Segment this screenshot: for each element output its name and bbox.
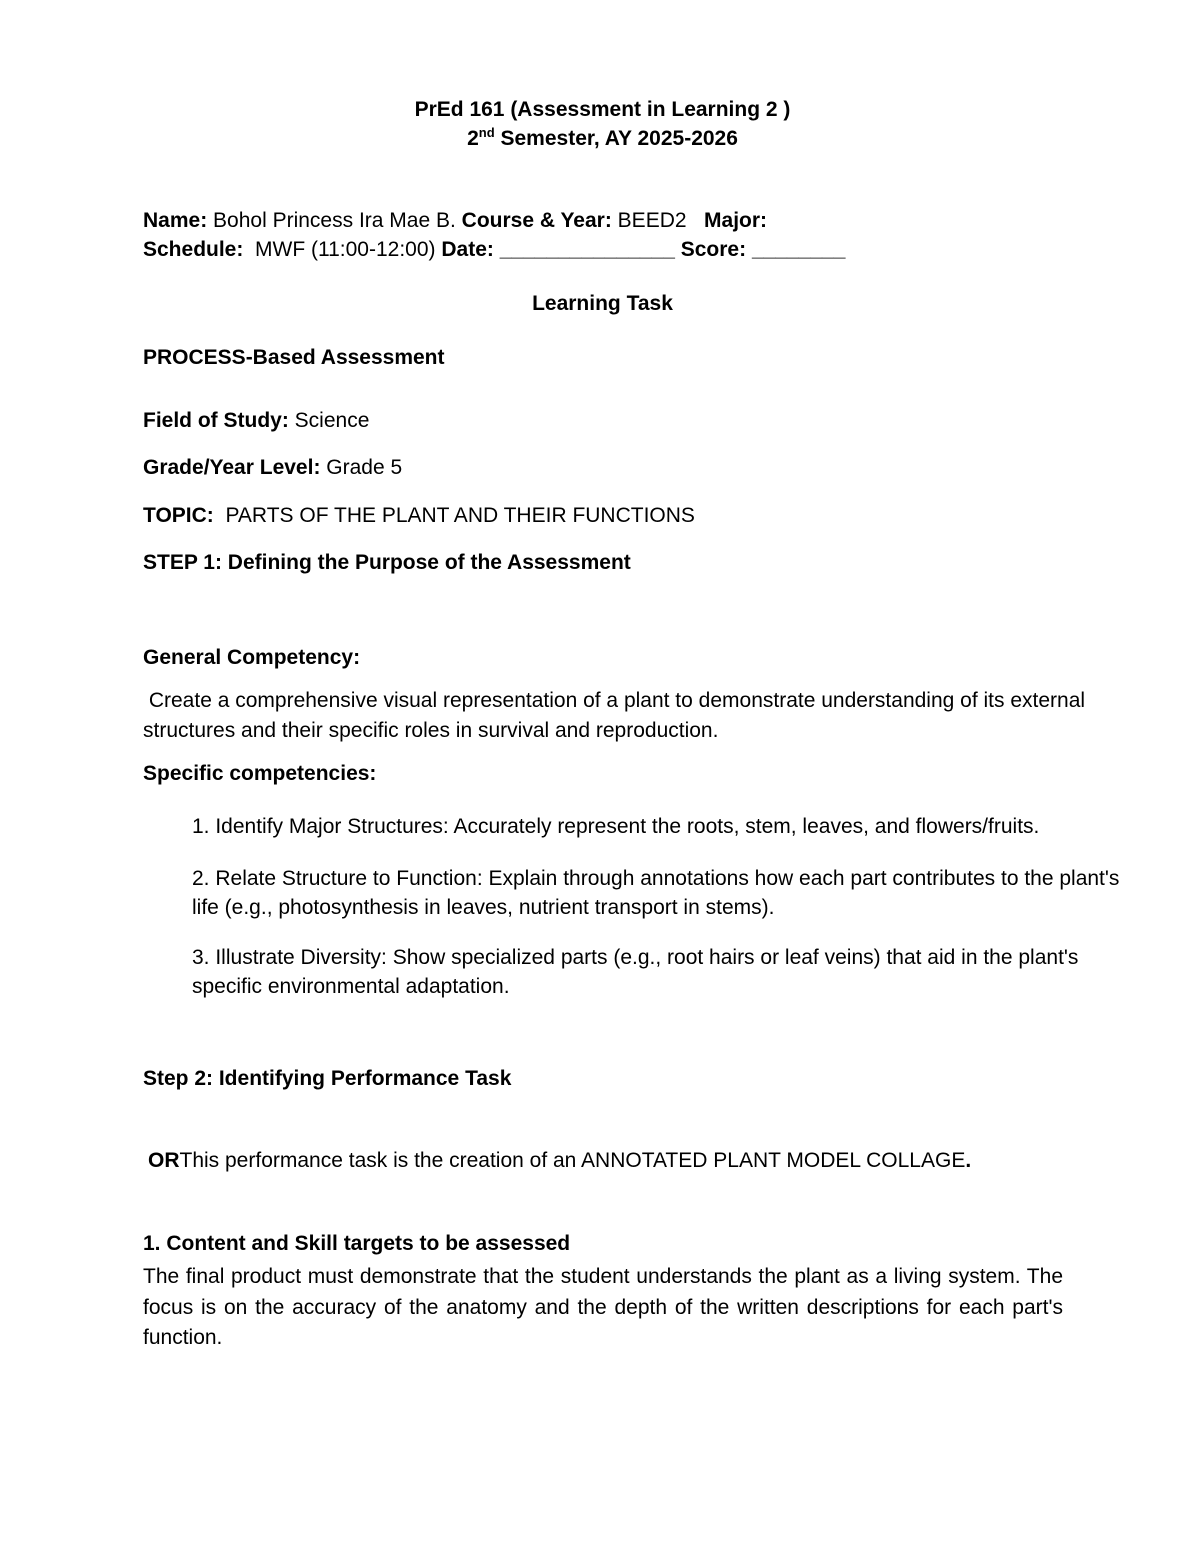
competency-item-2: 2. Relate Structure to Function: Explain through annotations how each part contributes to the plant's life (e.g., photosynthesis in leaves, nutrient transport in stems).: [192, 867, 1120, 919]
name-value: Bohol Princess Ira Mae B.: [207, 209, 462, 232]
date-label: Date: _______________: [441, 238, 681, 261]
course-value: BEED2: [611, 209, 705, 232]
score-label: Score: ________: [680, 238, 846, 261]
step2-heading: Step 2: Identifying Performance Task: [143, 1067, 512, 1090]
process-heading: PROCESS-Based Assessment: [143, 346, 445, 369]
field-of-study: [143, 406, 369, 436]
performance-task-line: [148, 1146, 971, 1176]
performance-text: This performance task is the creation of an ANNOTATED PLANT MODEL COLLAGE: [179, 1149, 966, 1172]
semester-suffix: nd: [478, 125, 495, 140]
content-targets-text: The final product must demonstrate that the student understands the plant as a living system. The focus is on the accuracy of the anatomy and the depth of the written descriptions for each part's function.: [143, 1265, 1063, 1349]
field-value: Science: [288, 409, 370, 432]
course-label: Course & Year:: [461, 209, 612, 232]
competency-item-3: 3. Illustrate Diversity: Show specialized parts (e.g., root hairs or leaf veins) that aid in the plant's specific environmental adaptation.: [192, 946, 1079, 998]
grade-label: Grade/Year Level:: [143, 456, 321, 479]
competency-item-1: 1. Identify Major Structures: Accurately represent the roots, stem, leaves, and flowers/fruits.: [192, 815, 1040, 838]
topic-label: TOPIC:: [143, 504, 214, 527]
grade-value: Grade 5: [320, 456, 403, 479]
schedule-value: MWF (11:00-12:00): [243, 238, 442, 261]
content-targets-heading: 1. Content and Skill targets to be assessed: [143, 1232, 571, 1255]
major-label: Major:: [704, 209, 768, 232]
schedule-label: Schedule:: [143, 238, 244, 261]
specific-competencies-heading: Specific competencies:: [143, 762, 377, 785]
performance-prefix: OR: [148, 1149, 180, 1172]
course-title-text: PrEd 161 (Assessment in Learning 2 ): [414, 98, 791, 121]
semester-line: [0, 124, 1200, 154]
semester-rest: Semester, AY 2025-2026: [494, 127, 738, 150]
grade-level: [143, 453, 402, 483]
step1-heading: STEP 1: Defining the Purpose of the Assessment: [143, 551, 631, 574]
field-label: Field of Study:: [143, 409, 289, 432]
student-info-line: [143, 206, 767, 236]
general-competency-text: Create a comprehensive visual representation of a plant to demonstrate understanding of its external structures and their specific roles in survival and reproduction.: [143, 689, 1091, 742]
learning-task-heading: Learning Task: [532, 292, 673, 315]
course-title: [0, 95, 1200, 125]
performance-period: .: [965, 1149, 972, 1172]
schedule-line: [143, 235, 845, 265]
topic-line: [143, 501, 695, 531]
semester-ordinal: 2: [467, 127, 479, 150]
topic-value: PARTS OF THE PLANT AND THEIR FUNCTIONS: [213, 504, 695, 527]
name-label: Name:: [143, 209, 208, 232]
general-competency-heading: General Competency:: [143, 646, 361, 669]
